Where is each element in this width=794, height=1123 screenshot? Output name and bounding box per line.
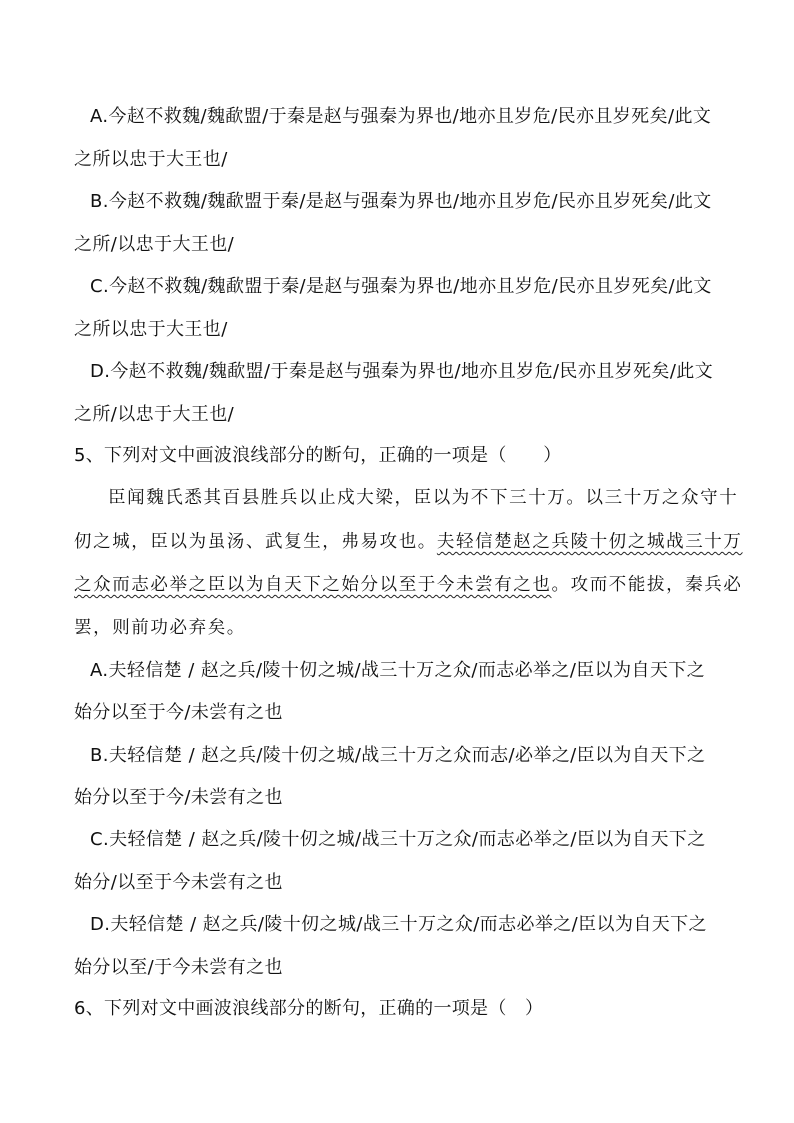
q5-option-b-line1: B.夫轻信楚 / 赵之兵/陵十仞之城/战三十万之众而志/必举之/臣以为自天下之 <box>90 745 706 766</box>
q4-option-d-line1: D.今赵不救魏/魏歃盟/于秦是赵与强秦为界也/地亦且岁危/民亦且岁死矣/此文 <box>90 361 714 382</box>
q5-passage-line1: 臣闻魏氏悉其百县胜兵以止戍大梁，臣以为不下三十万。以三十万之众守十 <box>108 488 739 508</box>
q5-passage-plain: 仞之城，臣以为虽汤、武复生，弗易攻也。 <box>74 532 437 552</box>
q5-option-c-line1: C.夫轻信楚 / 赵之兵/陵十仞之城/战三十万之众/而志必举之/臣以为自天下之 <box>90 829 706 850</box>
q5-title: 5、下列对文中画波浪线部分的断句，正确的一项是（ ） <box>74 445 562 466</box>
q5-option-d-line1: D.夫轻信楚 / 赵之兵/陵十仞之城/战三十万之众/而志必举之/臣以为自天下之 <box>90 914 707 935</box>
q5-passage-line4: 罢，则前功必弃矣。 <box>74 618 246 638</box>
q4-option-b-line2: 之所/以忠于大王也/ <box>74 234 235 255</box>
q5-passage-line2 <box>74 530 743 554</box>
q4-option-b-line1: B.今赵不救魏/魏歃盟于秦/是赵与强秦为界也/地亦且岁危/民亦且岁死矣/此文 <box>90 191 712 212</box>
q5-option-b-line2: 始分以至于今/未尝有之也 <box>74 787 283 808</box>
q4-option-c-line1: C.今赵不救魏/魏歃盟于秦/是赵与强秦为界也/地亦且岁危/民亦且岁死矣/此文 <box>90 276 712 297</box>
q5-option-d-line2: 始分以至/于今未尝有之也 <box>74 957 283 978</box>
q5-option-a-line1: A.夫轻信楚 / 赵之兵/陵十仞之城/战三十万之众/而志必举之/臣以为自天下之 <box>90 660 706 681</box>
q4-option-a-line2: 之所以忠于大王也/ <box>74 149 228 170</box>
q5-passage-wavy: 之众而志必举之臣以为自天下之始分以至于今未尝有之也 <box>74 575 552 595</box>
q6-title: 6、下列对文中画波浪线部分的断句，正确的一项是（ ） <box>74 998 544 1019</box>
q5-passage-wavy: 夫轻信楚赵之兵陵十仞之城战三十万 <box>436 532 743 552</box>
q4-option-d-line2: 之所/以忠于大王也/ <box>74 404 235 425</box>
q5-passage-plain: 。攻而不能拔，秦兵必 <box>551 575 743 595</box>
q5-option-a-line2: 始分以至于今/未尝有之也 <box>74 702 283 723</box>
q5-option-c-line2: 始分/以至于今未尝有之也 <box>74 872 283 893</box>
q4-option-c-line2: 之所以忠于大王也/ <box>74 319 228 340</box>
q4-option-a-line1: A.今赵不救魏/魏歃盟/于秦是赵与强秦为界也/地亦且岁危/民亦且岁死矣/此文 <box>90 106 712 127</box>
q5-passage-line3 <box>74 573 743 597</box>
